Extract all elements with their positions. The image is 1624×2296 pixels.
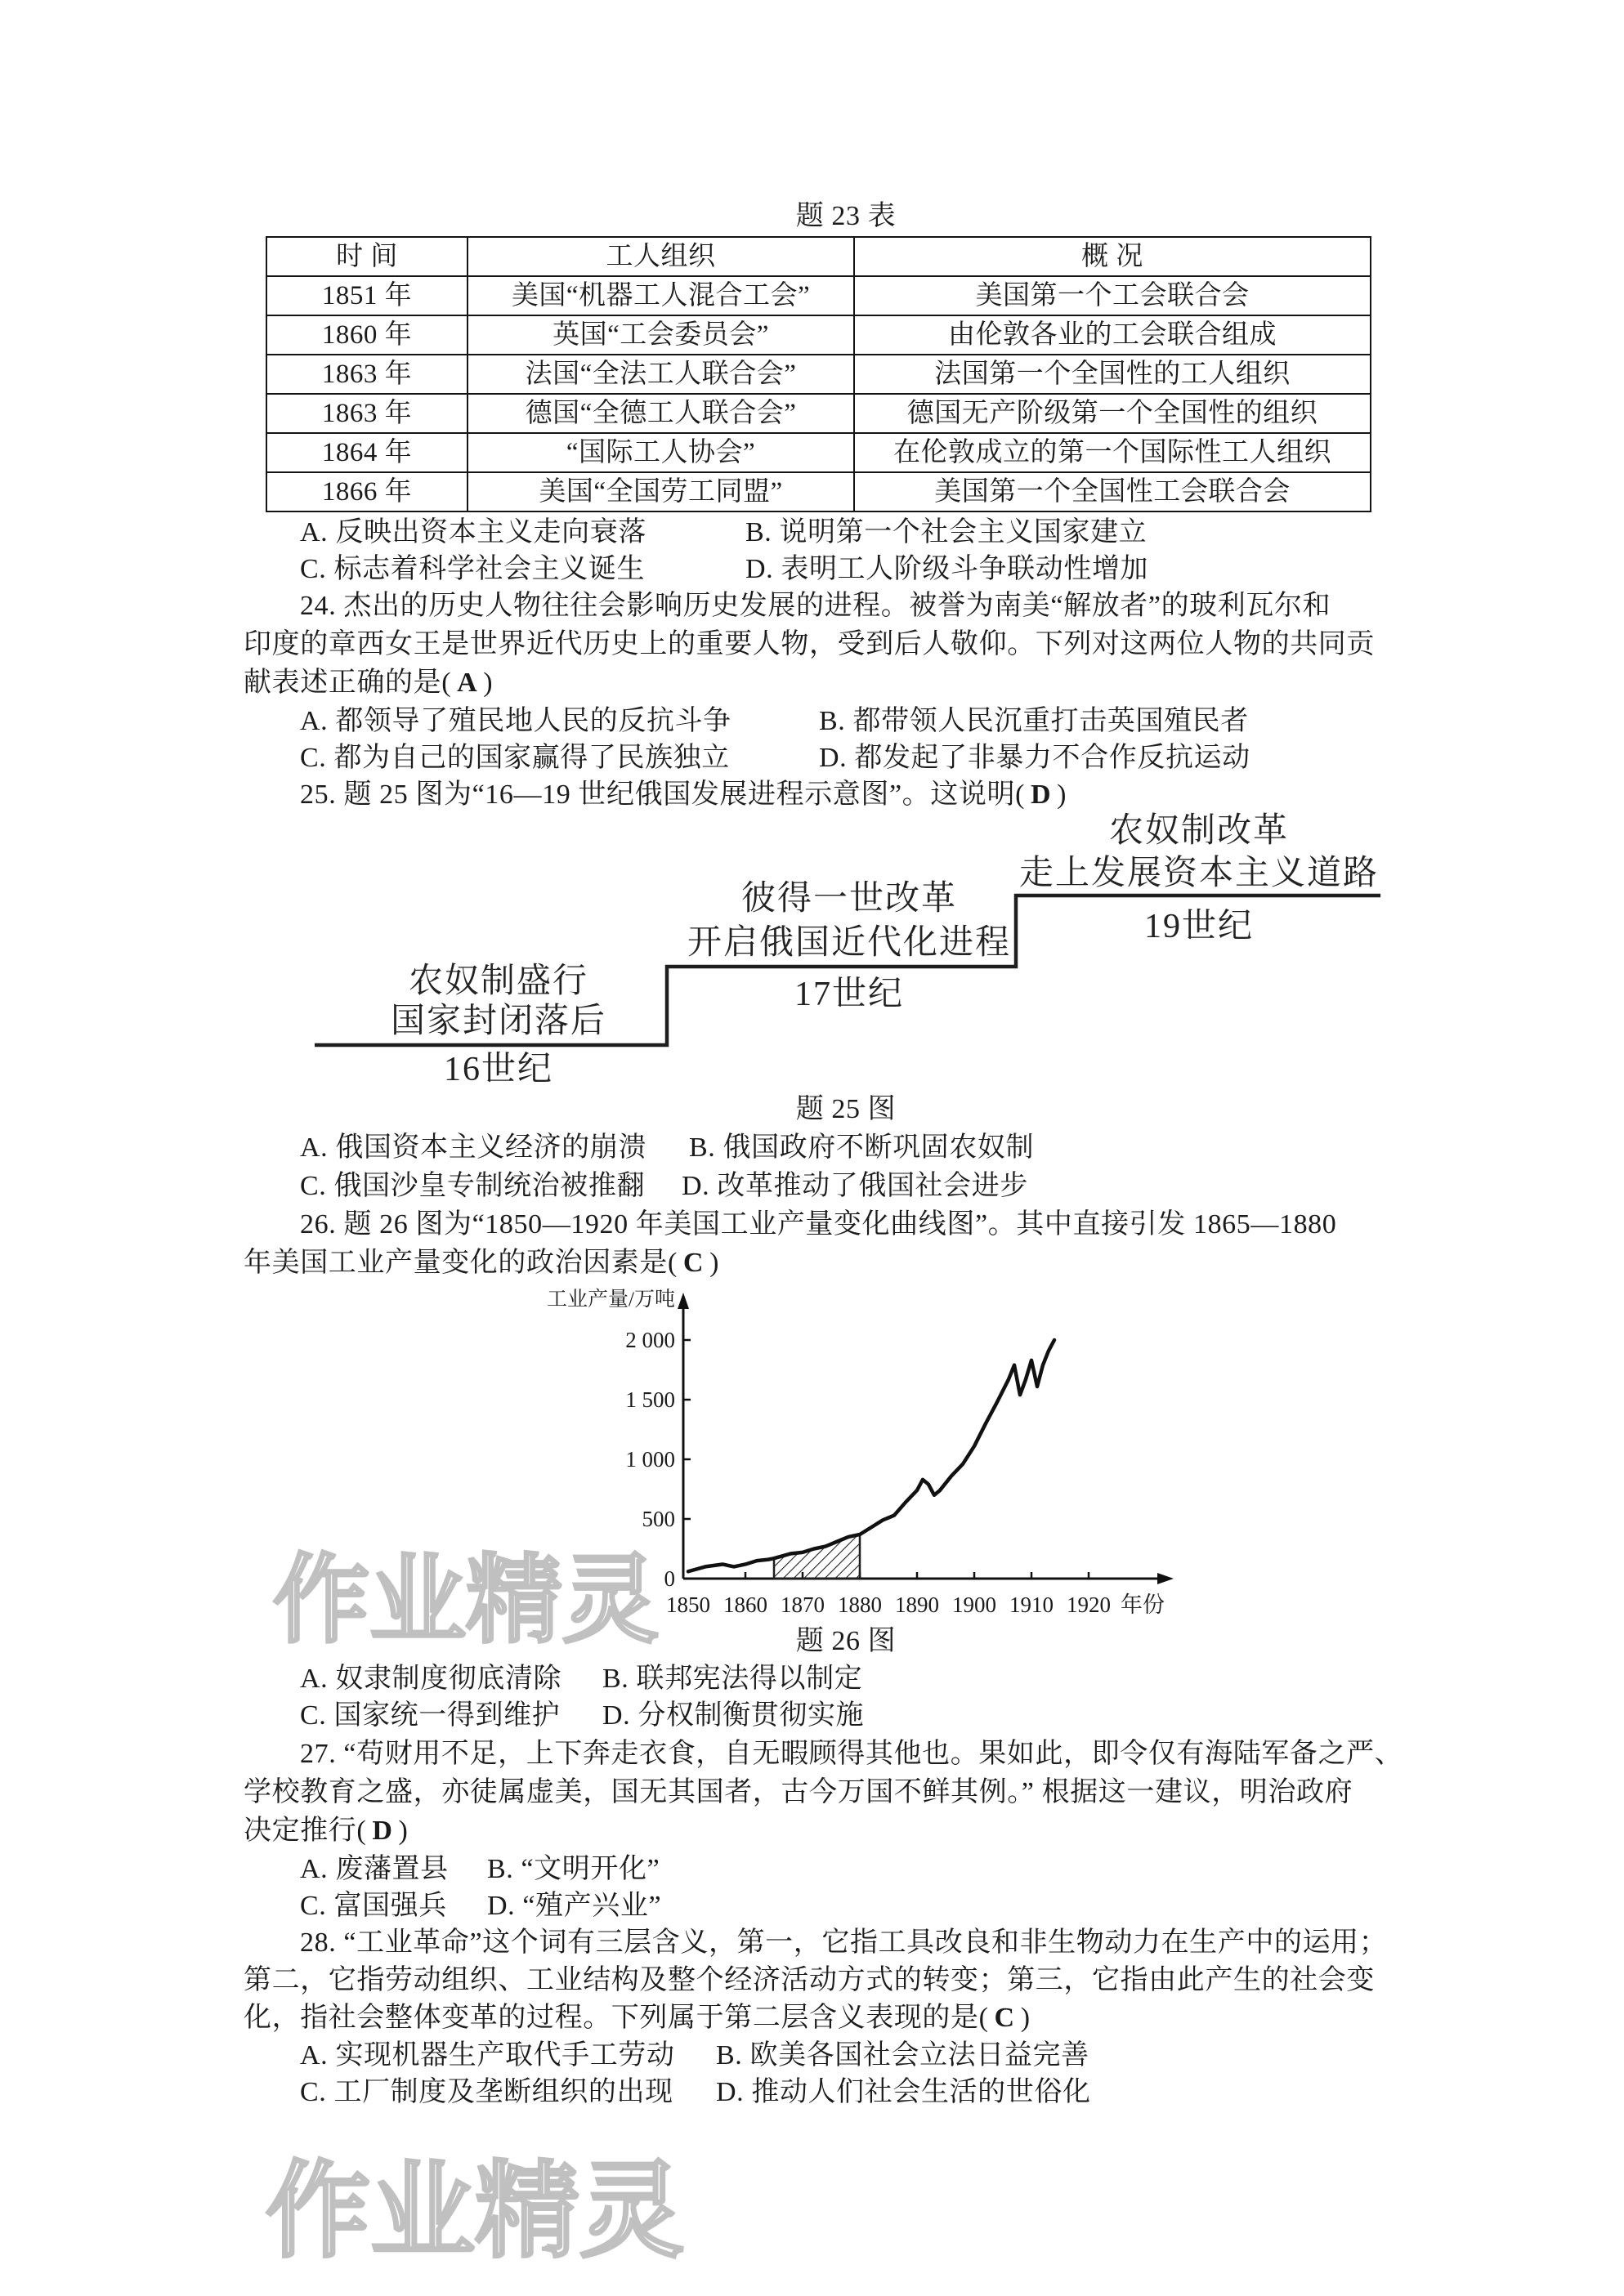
cell-summary: 美国第一个工会联合会 (854, 276, 1371, 315)
output-curve (688, 1340, 1054, 1571)
table-row (266, 433, 1371, 472)
table-23 (266, 236, 1371, 512)
x-tick-label: 1860 (723, 1592, 767, 1617)
cell-organization: 法国“全法工人联合会” (468, 355, 854, 394)
q28-option-d: D. 推动人们社会生活的世俗化 (716, 2077, 1091, 2107)
table-row (266, 315, 1371, 355)
cell-time: 1863 年 (266, 355, 468, 394)
q23-option-d: D. 表明工人阶级斗争联动性增加 (745, 554, 1149, 584)
table-row (266, 472, 1371, 511)
q26-stem-line-1: 26. 题 26 图为“1850—1920 年美国工业产量变化曲线图”。其中直接引发 1865—1880 (300, 1209, 1337, 1240)
header-summary: 概 况 (854, 237, 1371, 276)
q24-option-c: C. 都为自己的国家赢得了民族独立 (300, 743, 730, 773)
stem-close: ) (709, 1248, 720, 1278)
y-axis-arrow (678, 1293, 689, 1309)
header-organization: 工人组织 (468, 237, 854, 276)
cell-organization: 德国“全德工人联合会” (468, 394, 854, 433)
q25-option-a: A. 俄国资本主义经济的崩溃 (300, 1132, 646, 1163)
stem-close: ) (1057, 779, 1067, 810)
cell-organization: 美国“机器工人混合工会” (468, 276, 854, 315)
q24-option-d: D. 都发起了非暴力不合作反抗运动 (819, 743, 1250, 773)
stem-text: 决定推行( (244, 1816, 367, 1846)
q28-option-a: A. 实现机器生产取代手工劳动 (300, 2040, 675, 2070)
q27-stem-line-2: 学校教育之盛，亦徒属虚美，国无其国者，古今万国不鲜其例。” 根据这一建议，明治政府 (244, 1777, 1353, 1807)
q27-option-a: A. 废藩置县 (300, 1854, 449, 1884)
q25-option-b: B. 俄国政府不断巩固农奴制 (689, 1132, 1035, 1163)
q27-option-d: D. “殖产兴业” (487, 1891, 662, 1921)
stem-close: ) (398, 1816, 409, 1846)
answer: C (682, 1248, 705, 1278)
table-header-row (266, 237, 1371, 276)
q24-stem-line-2: 印度的章西女王是世界近代历史上的重要人物，受到后人敬仰。下列对这两位人物的共同贡 (244, 629, 1375, 659)
stage-17c-century: 17世纪 (794, 976, 904, 1013)
q24-stem-line-3 (244, 664, 493, 702)
header-time: 时 间 (266, 237, 468, 276)
table-row (266, 276, 1371, 315)
x-tick-label: 1910 (1009, 1592, 1054, 1617)
x-tick-label: 1850 (666, 1592, 710, 1617)
y-tick-label: 0 (664, 1566, 675, 1591)
cell-summary: 在伦敦成立的第一个国际性工人组织 (854, 433, 1371, 472)
q28-stem-line-1: 28. “工业革命”这个词有三层含义，第一，它指工具改良和非生物动力在生产中的运用； (300, 1927, 1388, 1958)
stage-16c-line-2: 国家封闭落后 (390, 1003, 606, 1040)
figure-25-caption: 题 25 图 (795, 1094, 897, 1124)
stage-19c-century: 19世纪 (1143, 908, 1254, 945)
stem-text: 化，指社会整体变革的过程。下列属于第二层含义表现的是( (244, 2003, 989, 2033)
y-tick-label: 1 500 (625, 1387, 675, 1412)
y-tick-label: 1 000 (625, 1447, 675, 1472)
q26-option-b: B. 联邦宪法得以制定 (602, 1664, 863, 1694)
stage-16c-line-1: 农奴制盛行 (408, 963, 588, 1000)
cell-time: 1866 年 (266, 472, 468, 511)
table-23-caption: 题 23 表 (795, 201, 897, 231)
q27-option-c: C. 富国强兵 (300, 1891, 447, 1921)
q23-option-a: A. 反映出资本主义走向衰落 (300, 517, 646, 547)
cell-organization: “国际工人协会” (468, 433, 854, 472)
cell-summary: 德国无产阶级第一个全国性的组织 (854, 394, 1371, 433)
x-axis-label: 年份 (1121, 1592, 1165, 1617)
table-row (266, 355, 1371, 394)
y-tick-label: 2 000 (625, 1328, 675, 1352)
stem-text: 25. 题 25 图为“16—19 世纪俄国发展进程示意图”。这说明( (300, 779, 1026, 810)
x-tick-label: 1920 (1067, 1592, 1111, 1617)
q24-stem-line-1: 24. 杰出的历史人物往往会影响历史发展的进程。被誉为南美“解放者”的玻利瓦尔和 (300, 591, 1331, 621)
stage-19c-line-1: 农奴制改革 (1108, 812, 1289, 850)
q27-option-b: B. “文明开化” (487, 1854, 660, 1884)
x-tick-label: 1900 (952, 1592, 996, 1617)
answer: A (457, 668, 478, 698)
cell-time: 1851 年 (266, 276, 468, 315)
industrial-output-chart (458, 1275, 1193, 1634)
q25-stem-line (300, 776, 1067, 814)
q27-stem-line-3 (244, 1812, 408, 1850)
stem-text: 献表述正确的是( (244, 668, 452, 698)
cell-organization: 美国“全国劳工同盟” (468, 472, 854, 511)
stage-16c-century: 16世纪 (443, 1051, 553, 1088)
q23-option-c: C. 标志着科学社会主义诞生 (300, 554, 646, 584)
answer: C (994, 2003, 1015, 2033)
cell-time: 1864 年 (266, 433, 468, 472)
x-tick-label: 1870 (781, 1592, 825, 1617)
cell-summary: 由伦敦各业的工会联合组成 (854, 315, 1371, 355)
x-tick-label: 1880 (838, 1592, 882, 1617)
answer: D (372, 1816, 393, 1846)
figure-26-caption: 题 26 图 (795, 1626, 897, 1656)
cell-summary: 法国第一个全国性的工人组织 (854, 355, 1371, 394)
y-axis-label: 工业产量/万吨 (547, 1289, 675, 1311)
q25-option-c: C. 俄国沙皇专制统治被推翻 (300, 1171, 646, 1201)
q26-option-a: A. 奴隶制度彻底清除 (300, 1664, 562, 1694)
q26-option-d: D. 分权制衡贯彻实施 (602, 1700, 865, 1731)
stage-17c-line-1: 彼得一世改革 (740, 880, 957, 918)
x-tick-label: 1890 (895, 1592, 939, 1617)
answer: D (1031, 779, 1052, 810)
stem-close: ) (483, 668, 494, 698)
y-tick-label: 500 (642, 1507, 675, 1531)
cell-organization: 英国“工会委员会” (468, 315, 854, 355)
stem-text: 年美国工业产量变化的政治因素是( (244, 1248, 678, 1278)
cell-time: 1860 年 (266, 315, 468, 355)
x-axis-arrow (1157, 1573, 1174, 1584)
q24-option-b: B. 都带领人民沉重打击英国殖民者 (819, 706, 1249, 736)
stem-close: ) (1020, 2003, 1031, 2033)
stage-17c-line-2: 开启俄国近代化进程 (687, 924, 1011, 962)
cell-summary: 美国第一个全国性工会联合会 (854, 472, 1371, 511)
q28-option-c: C. 工厂制度及垄断组织的出现 (300, 2077, 673, 2107)
watermark-logo: 作业精灵 (273, 1543, 660, 1656)
cell-time: 1863 年 (266, 394, 468, 433)
q23-option-b: B. 说明第一个社会主义国家建立 (745, 517, 1148, 547)
watermark-logo: 作业精灵 (266, 2151, 685, 2272)
q26-option-c: C. 国家统一得到维护 (300, 1700, 561, 1731)
q27-stem-line-1: 27. “苟财用不足，上下奔走衣食，自无暇顾得其他也。果如此，即令仅有海陆军备之严、 (300, 1739, 1403, 1769)
table-row (266, 394, 1371, 433)
q25-option-d: D. 改革推动了俄国社会进步 (682, 1171, 1028, 1201)
stage-19c-line-2: 走上发展资本主义道路 (1018, 855, 1379, 892)
q28-stem-line-3 (244, 1999, 1031, 2037)
q28-option-b: B. 欧美各国社会立法日益完善 (716, 2040, 1089, 2070)
q28-stem-line-2: 第二，它指劳动组织、工业结构及整个经济活动方式的转变；第三，它指由此产生的社会变 (244, 1965, 1375, 1995)
q24-option-a: A. 都领导了殖民地人民的反抗斗争 (300, 706, 731, 736)
